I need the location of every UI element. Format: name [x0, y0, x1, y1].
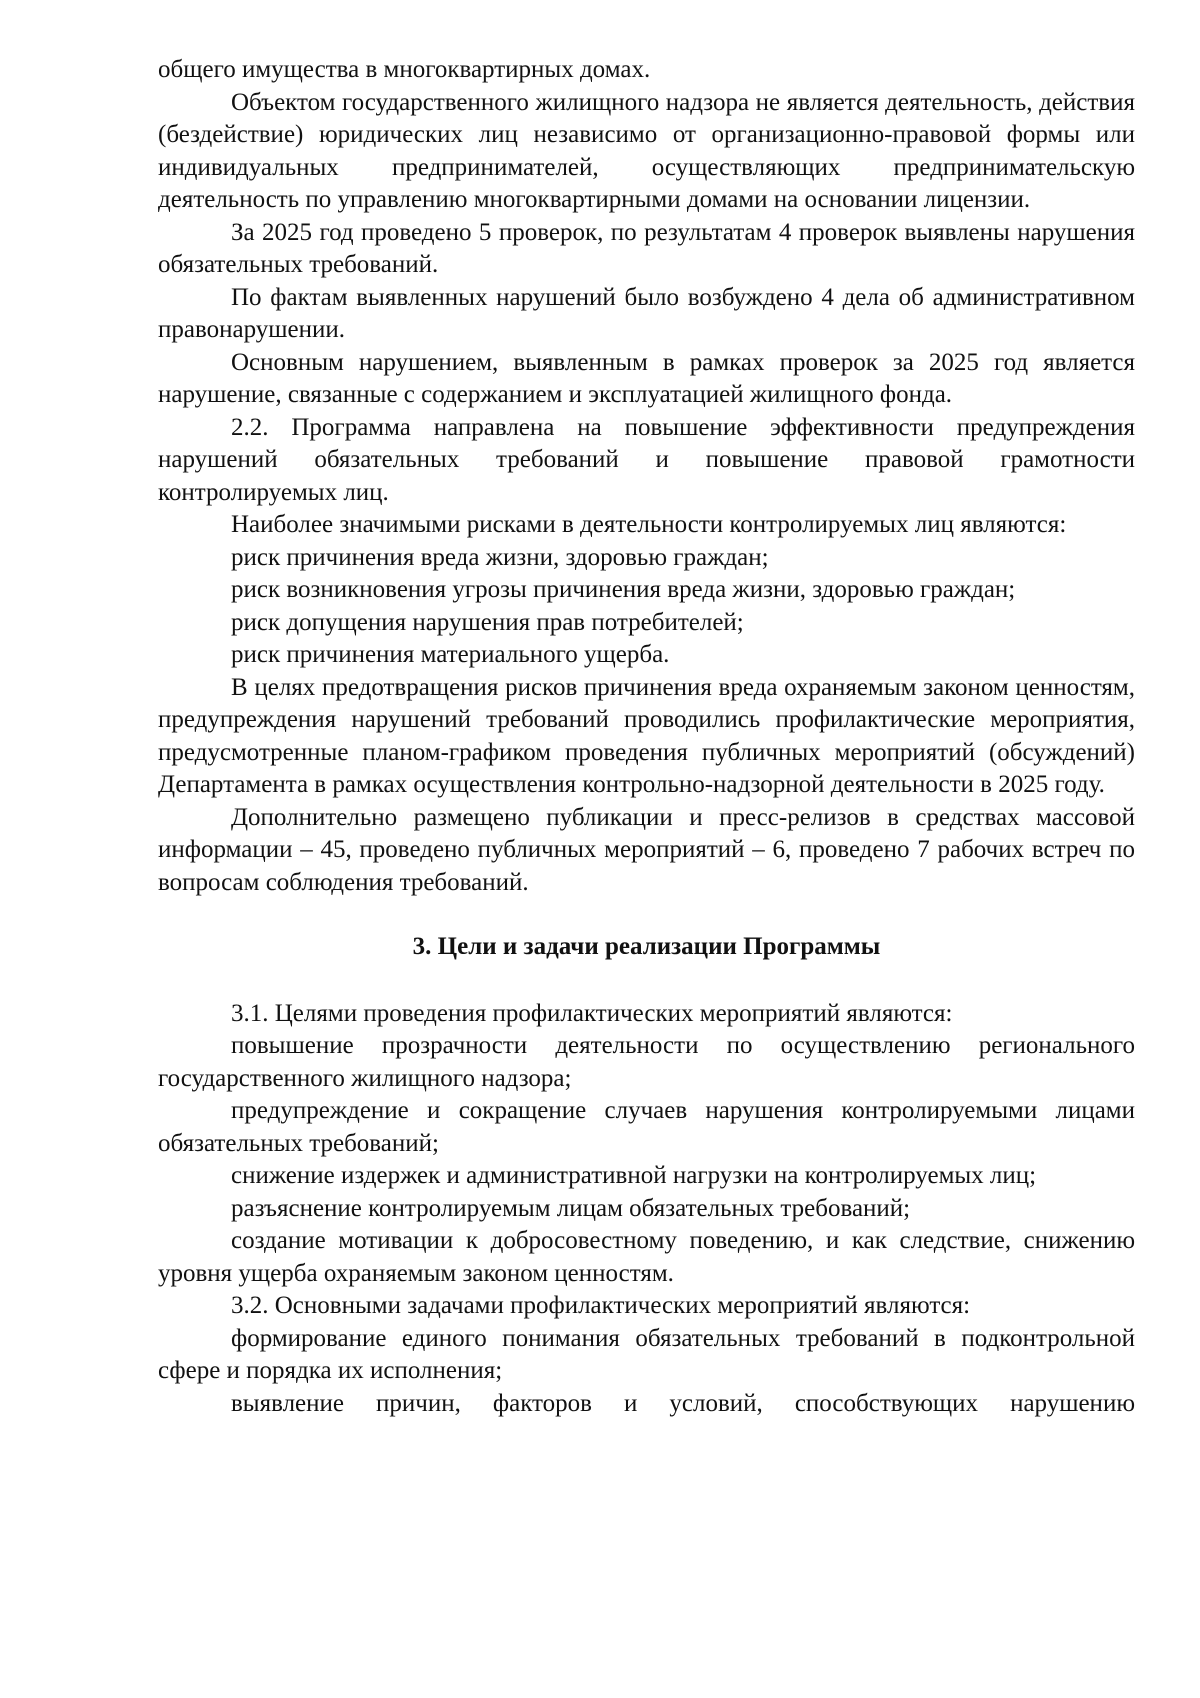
paragraph-preventive-measures: В целях предотвращения рисков причинения вреда охраняемым законом ценностям, предупреждения нарушений требований проводились профилактические мероприятия, предусмотренные планом-графиком проведения публичных мероприятий (обсуждений) Департамента в рамках осуществления контрольно-надзорной деятельности в 2025 году.: [158, 673, 1135, 798]
paragraph-goals-intro: 3.1. Целями проведения профилактических мероприятий являются:: [231, 999, 953, 1027]
paragraph-goal-motivation: создание мотивации к добросовестному поведению, и как следствие, снижению уровня ущерба охраняемым законом ценностям.: [158, 1227, 1135, 1287]
paragraph-program-aim: 2.2. Программа направлена на повышение эффективности предупреждения нарушений обязательных требований и повышение правовой грамотности контролируемых лиц.: [158, 413, 1135, 506]
paragraph-significant-risks: Наиболее значимыми рисками в деятельности контролируемых лиц являются:: [231, 511, 1067, 538]
paragraph-goal-transparency: повышение прозрачности деятельности по осуществлению регионального государственного жилищного надзора;: [158, 1032, 1135, 1092]
list-item-risk: риск допущения нарушения прав потребителей;: [231, 608, 744, 636]
paragraph-continuation: общего имущества в многоквартирных домах.: [158, 56, 651, 83]
list-item-risk: риск причинения вреда жизни, здоровью граждан;: [231, 543, 769, 571]
paragraph-tasks-intro: 3.2. Основными задачами профилактических мероприятий являются:: [231, 1292, 971, 1319]
paragraph-task-causes: выявление причин, факторов и условий, способствующих нарушению: [231, 1389, 1135, 1417]
paragraph-goal-prevention: предупреждение и сокращение случаев нарушения контролируемыми лицами обязательных требований;: [158, 1097, 1135, 1157]
section-heading: 3. Цели и задачи реализации Программы: [412, 933, 881, 960]
paragraph-main-violation: Основным нарушением, выявленным в рамках проверок за 2025 год является нарушение, связанные с содержанием и эксплуатацией жилищного фонда.: [158, 348, 1135, 408]
paragraph-goal-cost-reduction: снижение издержек и административной нагрузки на контролируемых лиц;: [231, 1162, 1037, 1189]
list-item-risk: риск возникновения угрозы причинения вреда жизни, здоровью граждан;: [231, 576, 1016, 603]
paragraph-task-understanding: формирование единого понимания обязательных требований в подконтрольной сфере и порядка их исполнения;: [158, 1324, 1135, 1384]
paragraph-object-of-supervision: Объектом государственного жилищного надзора не является деятельность, действия (бездействие) юридических лиц независимо от организационно-правовой формы или индивидуальных предпринимателей, осуществляющих предпринимательскую деятельность по управлению многоквартирными домами на основании лицензии.: [158, 88, 1135, 213]
paragraph-publications: Дополнительно размещено публикации и пресс-релизов в средствах массовой информации – 45, проведено публичных мероприятий – 6, проведено 7 рабочих встреч по вопросам соблюдения требований.: [158, 803, 1135, 896]
document-page: [158, 54, 1135, 1420]
list-item-risk: риск причинения материального ущерба.: [231, 641, 670, 668]
paragraph-inspections-count: За 2025 год проведено 5 проверок, по результатам 4 проверок выявлены нарушения обязательных требований.: [158, 218, 1135, 278]
paragraph-violations-cases: По фактам выявленных нарушений было возбуждено 4 дела об административном правонарушении.: [158, 283, 1135, 343]
paragraph-goal-clarification: разъяснение контролируемым лицам обязательных требований;: [231, 1194, 911, 1222]
